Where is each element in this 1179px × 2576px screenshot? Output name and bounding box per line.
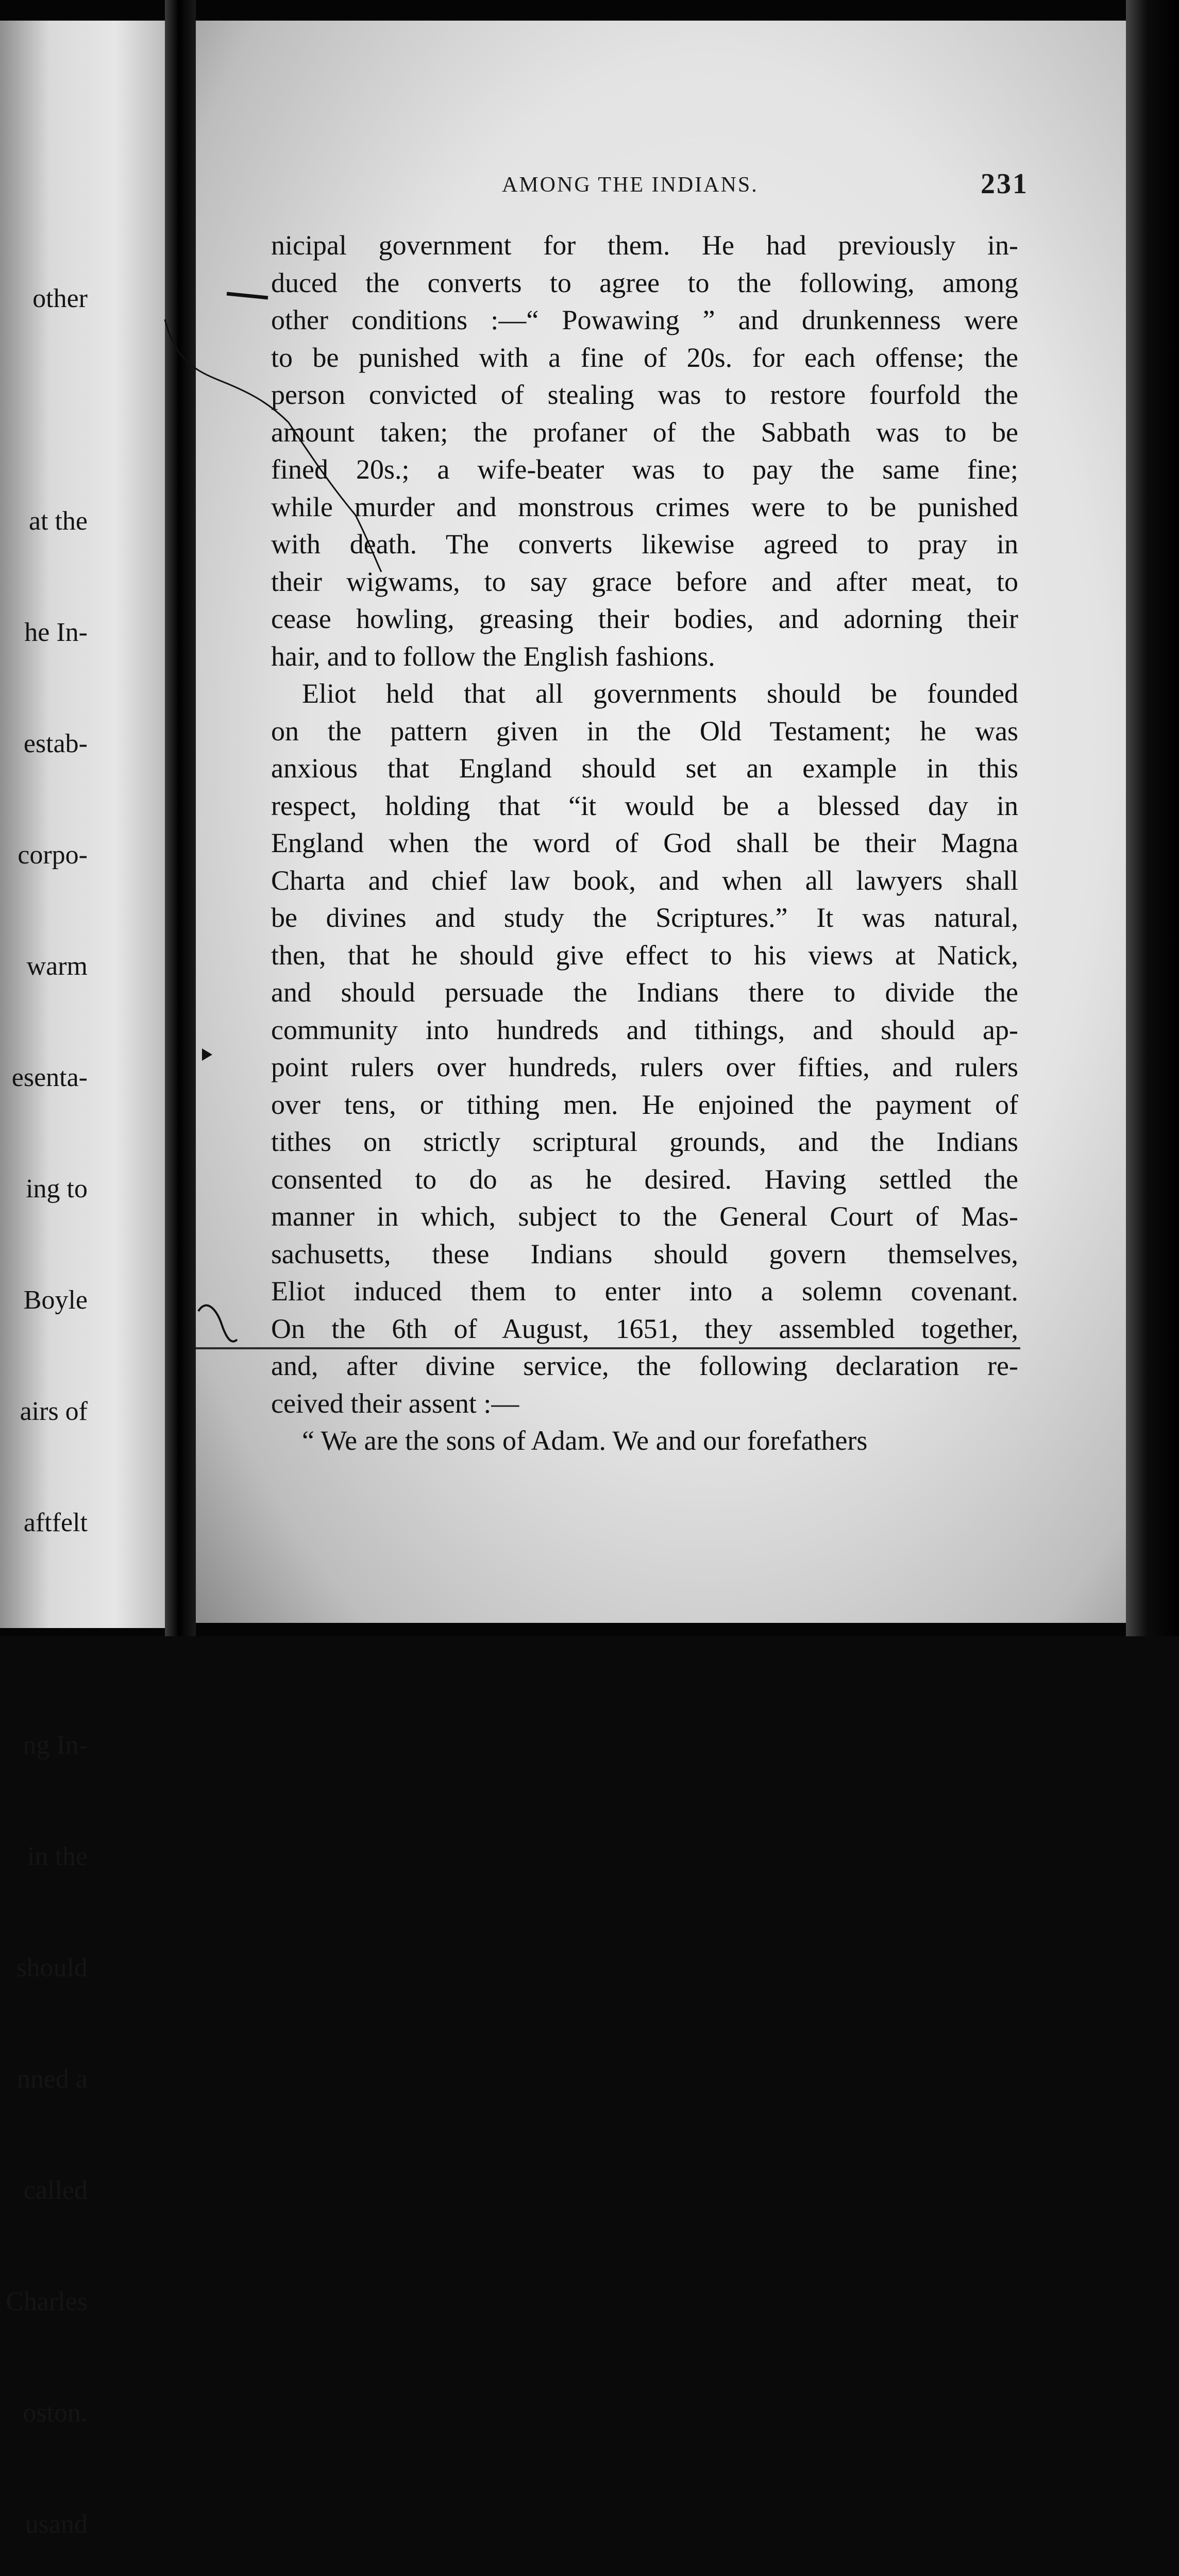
left-line: ing to bbox=[26, 1174, 88, 1204]
left-line: he In- bbox=[24, 618, 88, 647]
text-line: and, after divine service, the following declaration re- bbox=[271, 1350, 1018, 1381]
left-line: warm bbox=[26, 952, 88, 981]
text-line: cease howling, greasing their bodies, and adorning their bbox=[271, 603, 1018, 634]
text-line: other conditions :—“ Powawing ” and drunkenness were bbox=[271, 304, 1018, 335]
main-page bbox=[196, 21, 1126, 1623]
text-line: and should persuade the Indians there to divide the bbox=[271, 977, 1018, 1008]
quote-start-line: “ We are the sons of Adam. We and our forefathers bbox=[302, 1425, 868, 1456]
text-line: point rulers over hundreds, rulers over fifties, and rulers bbox=[271, 1052, 1018, 1082]
text-line: tithes on strictly scriptural grounds, and the Indians bbox=[271, 1126, 1018, 1157]
left-line: should bbox=[16, 1953, 88, 1982]
left-line: ng In- bbox=[23, 1731, 88, 1760]
left-line bbox=[6, 392, 88, 429]
left-line: nned a bbox=[16, 2064, 88, 2094]
text-line: consented to do as he desired. Having settled the bbox=[271, 1163, 1018, 1195]
text-line: to be punished with a fine of 20s. for each offense; the bbox=[271, 342, 1018, 373]
left-line: in the bbox=[27, 1842, 88, 1871]
left-line: Charles bbox=[6, 2287, 88, 2316]
text-line: person convicted of stealing was to restore fourfold the bbox=[271, 379, 1018, 410]
text-line: anxious that England should set an example in this bbox=[271, 753, 1018, 784]
scan-scratch-line bbox=[196, 1347, 1020, 1349]
text-line: amount taken; the profaner of the Sabbath was to be bbox=[271, 416, 1018, 448]
left-line: oston. bbox=[23, 2398, 88, 2428]
left-line: at the bbox=[28, 506, 88, 536]
left-page-fragment bbox=[0, 21, 165, 2539]
text-line: ceived their assent :— bbox=[271, 1387, 519, 1419]
left-line: estab- bbox=[23, 729, 88, 758]
text-line: then, that he should give effect to his views at Natick, bbox=[271, 939, 1018, 971]
text-line: On the 6th of August, 1651, they assembled together, bbox=[271, 1313, 1018, 1344]
left-line: corpo- bbox=[18, 840, 88, 870]
left-line: airs of bbox=[20, 1397, 88, 1426]
text-line: hair, and to follow the English fashions. bbox=[271, 640, 715, 672]
text-line: their wigwams, to say grace before and after meat, to bbox=[271, 566, 1018, 597]
left-line: usand bbox=[25, 2510, 88, 2539]
text-line: be divines and study the Scriptures.” It was natural, bbox=[271, 902, 1018, 933]
paragraph-start-line: Eliot held that all governments should be founded bbox=[302, 678, 1018, 709]
left-line: Boyle bbox=[23, 1285, 88, 1315]
text-line: manner in which, subject to the General Court of Mas- bbox=[271, 1201, 1018, 1232]
text-line: community into hundreds and tithings, and should ap- bbox=[271, 1014, 1018, 1045]
text-line: nicipal government for them. He had previously in- bbox=[271, 230, 1018, 261]
text-line: fined 20s.; a wife-beater was to pay the same fine; bbox=[271, 454, 1018, 485]
text-line: duced the converts to agree to the following, among bbox=[271, 267, 1018, 298]
scan-right-edge bbox=[1126, 0, 1179, 1636]
text-line: over tens, or tithing men. He enjoined the payment of bbox=[271, 1089, 1018, 1120]
left-line: other bbox=[32, 284, 88, 313]
text-line: Eliot induced them to enter into a solemn covenant. bbox=[271, 1276, 1018, 1307]
left-line bbox=[6, 1616, 88, 1653]
body-text bbox=[271, 227, 1018, 1460]
left-line: called bbox=[23, 2176, 88, 2205]
text-line: Charta and chief law book, and when all lawyers shall bbox=[271, 865, 1018, 896]
text-line: sachusetts, these Indians should govern themselves, bbox=[271, 1238, 1018, 1269]
text-line: while murder and monstrous crimes were to be punished bbox=[271, 491, 1018, 522]
left-line: aftfelt bbox=[23, 1508, 88, 1537]
text-line: England when the word of God shall be their Magna bbox=[271, 827, 1018, 858]
left-page-text bbox=[6, 206, 88, 2576]
text-line: respect, holding that “it would be a blessed day in bbox=[271, 790, 1018, 821]
running-title: AMONG THE INDIANS. bbox=[502, 173, 759, 197]
book-gutter bbox=[165, 0, 196, 1636]
page-number: 231 bbox=[981, 168, 1029, 200]
text-line: with death. The converts likewise agreed to pray in bbox=[271, 529, 1018, 560]
text-line: on the pattern given in the Old Testament; he was bbox=[271, 715, 1018, 747]
left-line: esenta- bbox=[11, 1063, 88, 1092]
